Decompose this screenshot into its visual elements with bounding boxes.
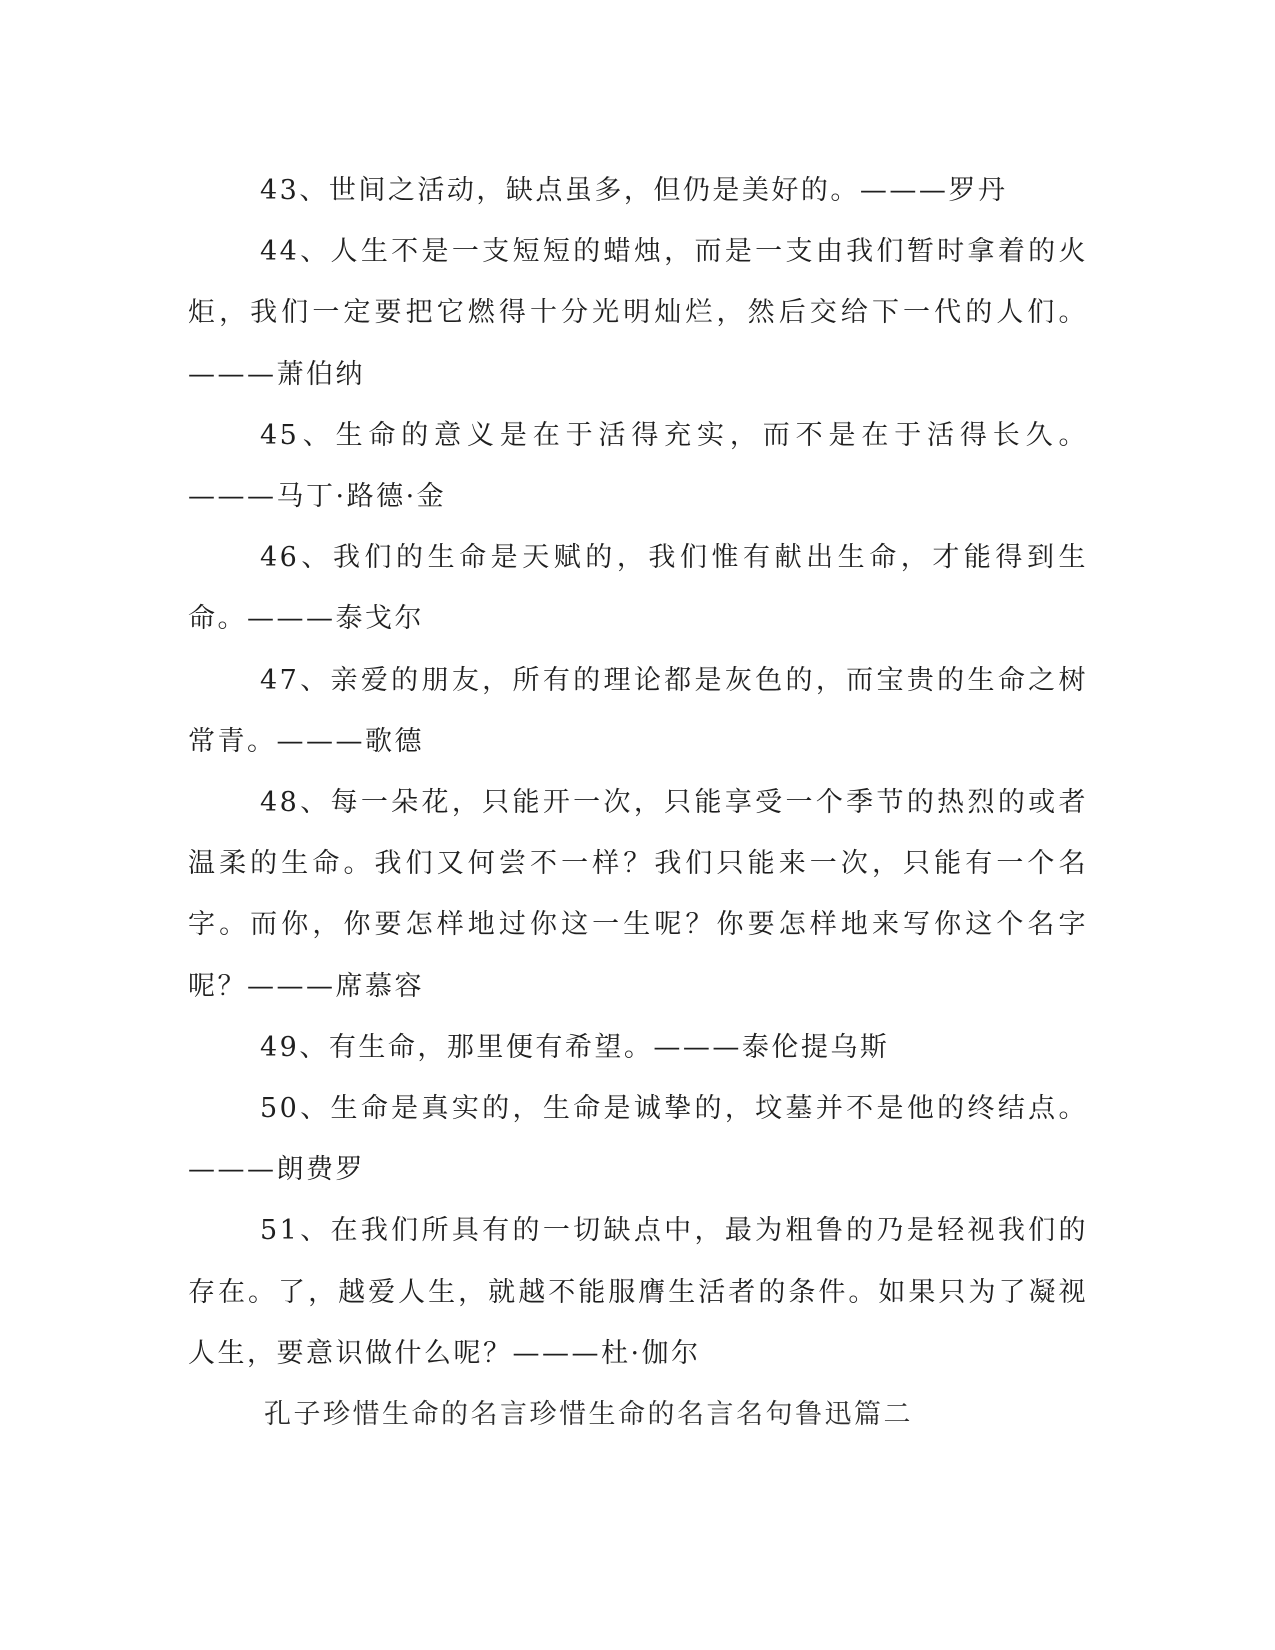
quote-46: 46、我们的生命是天赋的，我们惟有献出生命，才能得到生命。———泰戈尔 (188, 542, 1088, 635)
quote-50: 50、生命是真实的，生命是诚挚的，坟墓并不是他的终结点。———朗费罗 (188, 1093, 1088, 1186)
quote-45: 45、生命的意义是在于活得充实，而不是在于活得长久。———马丁·路德·金 (188, 419, 1088, 513)
quote-49: 49、有生命，那里便有希望。———泰伦提乌斯 (260, 1031, 890, 1063)
quote-43: 43、世间之活动，缺点虽多，但仍是美好的。———罗丹 (260, 175, 1008, 206)
quote-48: 48、每一朵花，只能开一次，只能享受一个季节的热烈的或者温柔的生命。我们又何尝不一样？我们只能来一次，只能有一个名字。而你，你要怎样地过你这一生呢？你要怎样地来写你这个名字呢？———席慕容 (188, 787, 1088, 1002)
quote-47: 47、亲爱的朋友，所有的理论都是灰色的，而宝贵的生命之树常青。———歌德 (188, 664, 1088, 757)
quote-51: 51、在我们所具有的一切缺点中，最为粗鲁的乃是轻视我们的存在。了，越爱人生，就越不能服膺生活者的条件。如果只为了凝视人生，要意识做什么呢？———杜·伽尔 (188, 1215, 1088, 1369)
quote-44: 44、人生不是一支短短的蜡烛，而是一支由我们暂时拿着的火炬，我们一定要把它燃得十分光明灿烂，然后交给下一代的人们。———萧伯纳 (188, 236, 1088, 390)
quote-list (188, 160, 1088, 1445)
section-heading: 孔子珍惜生命的名言珍惜生命的名言名句鲁迅篇二 (264, 1399, 913, 1431)
